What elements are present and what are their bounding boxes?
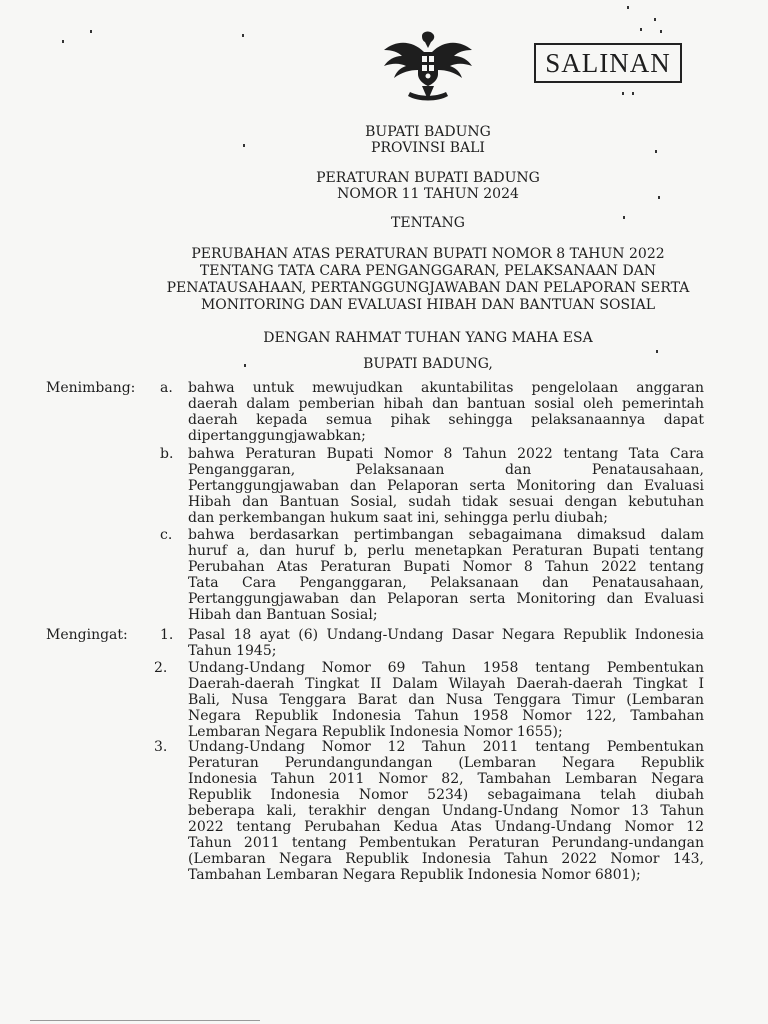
text-line: Pertanggungjawaban dan Pelaporan serta Monitoring dan Evaluasi: [188, 591, 704, 607]
scan-speck: [658, 196, 660, 199]
scan-speck: [627, 6, 629, 9]
scan-speck: [660, 30, 662, 33]
menimbang-label: Menimbang:: [46, 380, 136, 396]
text-line: Undang-Undang Nomor 12 Tahun 2011 tentang Pembentukan: [188, 739, 704, 755]
scan-speck: [632, 92, 634, 95]
text-line: bahwa untuk mewujudkan akuntabilitas pengelolaan anggaran: [188, 380, 704, 396]
about-heading: TENTANG: [391, 215, 465, 231]
text-line: 2022 tentang Perubahan Kedua Atas Undang-Undang Nomor 12: [188, 819, 704, 835]
item-marker: b.: [160, 446, 174, 462]
scan-speck: [244, 364, 246, 367]
legal-basis-2: [188, 660, 704, 740]
text-line: Negara Republik Indonesia Tahun 1958 Nomor 122, Tambahan: [188, 708, 704, 724]
text-line: huruf a, dan huruf b, perlu menetapkan Peraturan Bupati tentang: [188, 543, 704, 559]
item-marker: 2.: [154, 660, 168, 676]
text-line: bahwa berdasarkan pertimbangan sebagaimana dimaksud dalam: [188, 527, 704, 543]
authority-line: BUPATI BADUNG,: [363, 356, 493, 372]
text-line: Indonesia Tahun 2011 Nomor 82, Tambahan Lembaran Negara: [188, 771, 704, 787]
scan-speck: [90, 30, 92, 33]
mengingat-label: Mengingat:: [46, 627, 128, 643]
text-line: (Lembaran Negara Republik Indonesia Tahun 2022 Nomor 143,: [188, 851, 704, 867]
scan-speck: [623, 216, 625, 219]
text-line: Perubahan Atas Peraturan Bupati Nomor 8 Tahun 2022 tentang: [188, 559, 704, 575]
subject-line: PENATAUSAHAAN, PERTANGGUNGJAWABAN DAN PELAPORAN SERTA: [166, 280, 690, 296]
text-line: beberapa kali, terakhir dengan Undang-Undang Nomor 13 Tahun: [188, 803, 704, 819]
text-line: dipertanggungjawabkan;: [188, 428, 366, 444]
text-line: Peraturan Perundangundangan (Lembaran Negara Republik: [188, 755, 704, 771]
subject-line: TENTANG TATA CARA PENGANGGARAN, PELAKSANAAN DAN: [199, 263, 657, 279]
issuer-province: PROVINSI BALI: [371, 140, 485, 156]
text-line: Lembaran Negara Republik Indonesia Nomor 1655);: [188, 724, 563, 740]
text-line: Tambahan Lembaran Negara Republik Indonesia Nomor 6801);: [188, 867, 641, 883]
page-edge-rule: [30, 1020, 260, 1021]
consideration-a: [188, 380, 704, 444]
legal-basis-1: [188, 627, 704, 659]
text-line: Daerah-daerah Tingkat II Dalam Wilayah Daerah-daerah Tingkat I: [188, 676, 704, 692]
text-line: Tahun 2011 tentang Pembentukan Peraturan Perundang-undangan: [188, 835, 704, 851]
text-line: Hibah dan Bantuan Sosial;: [188, 607, 378, 623]
legal-basis-3: [188, 739, 704, 883]
scan-speck: [62, 40, 64, 43]
item-marker: 3.: [154, 739, 168, 755]
subject-line: MONITORING DAN EVALUASI HIBAH DAN BANTUAN SOSIAL: [200, 297, 656, 313]
blessing-line: DENGAN RAHMAT TUHAN YANG MAHA ESA: [263, 330, 593, 346]
scan-speck: [242, 34, 244, 37]
subject-line: PERUBAHAN ATAS PERATURAN BUPATI NOMOR 8 TAHUN 2022: [191, 246, 665, 262]
text-line: daerah dalam pemberian hibah dan bantuan sosial oleh pemerintah: [188, 396, 704, 412]
item-marker: 1.: [160, 627, 174, 643]
text-line: Bali, Nusa Tenggara Barat dan Nusa Tenggara Timur (Lembaran: [188, 692, 704, 708]
consideration-b: [188, 446, 704, 526]
item-marker: c.: [160, 527, 173, 543]
salinan-stamp: SALINAN: [534, 43, 682, 83]
garuda-emblem-icon: [378, 30, 478, 108]
text-line: Hibah dan Bantuan Sosial, sudah tidak sesuai dengan kebutuhan: [188, 494, 704, 510]
issuer-title: BUPATI BADUNG: [365, 124, 491, 140]
scan-speck: [622, 92, 624, 95]
text-line: Penganggaran, Pelaksanaan dan Penatausahaan,: [188, 462, 704, 478]
text-line: Undang-Undang Nomor 69 Tahun 1958 tentang Pembentukan: [188, 660, 704, 676]
regulation-number: NOMOR 11 TAHUN 2024: [337, 186, 519, 202]
regulation-title: PERATURAN BUPATI BADUNG: [316, 170, 540, 186]
text-line: bahwa Peraturan Bupati Nomor 8 Tahun 2022 tentang Tata Cara: [188, 446, 704, 462]
consideration-c: [188, 527, 704, 623]
item-marker: a.: [160, 380, 173, 396]
text-line: Tata Cara Penganggaran, Pelaksanaan dan Penatausahaan,: [188, 575, 704, 591]
text-line: Republik Indonesia Nomor 5234) sebagaimana telah diubah: [188, 787, 704, 803]
scan-speck: [654, 18, 656, 21]
scan-speck: [656, 350, 658, 353]
text-line: Pasal 18 ayat (6) Undang-Undang Dasar Negara Republik Indonesia: [188, 627, 704, 643]
text-line: daerah kepada semua pihak sehingga pelaksanaannya dapat: [188, 412, 704, 428]
text-line: Tahun 1945;: [188, 643, 277, 659]
scan-speck: [243, 144, 245, 147]
text-line: Pertanggungjawaban dan Pelaporan serta Monitoring dan Evaluasi: [188, 478, 704, 494]
text-line: dan perkembangan hukum saat ini, sehingga perlu diubah;: [188, 510, 609, 526]
scan-speck: [655, 150, 657, 153]
scan-speck: [640, 28, 642, 31]
